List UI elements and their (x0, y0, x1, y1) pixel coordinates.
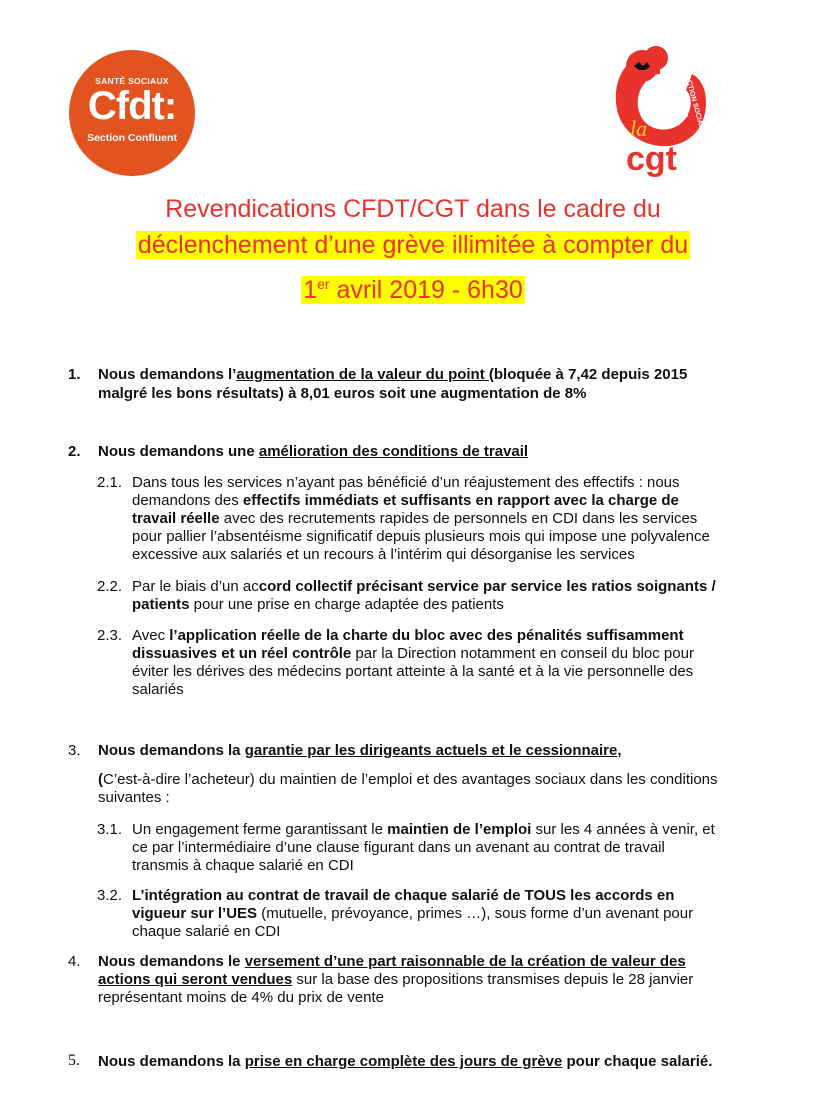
sub-demand-2-1-line-2: demandons des effectifs immédiats et suffisants en rapport avec la charge de (132, 492, 679, 509)
demand-3-number: 3. (68, 742, 81, 759)
cfdt-logo-top-text: SANTÉ SOCIAUX (95, 76, 169, 86)
demand-1-line-2: malgré les bons résultats) à 8,01 euros soit une augmentation de 8% (98, 385, 587, 402)
sub-demand-2-3-line-3: éviter les dérives des médecins portant atteinte à la santé et à la vie personnelle des (132, 663, 694, 680)
cfdt-logo (69, 50, 195, 176)
svg-text:SANTÉ ET: SANTÉ ET (670, 84, 689, 120)
sub-demand-3-1-line-2: ce par l’intermédiaire d’une clause figurant dans un avenant au contrat de travail (132, 839, 665, 856)
title-line-1: Revendications CFDT/CGT dans le cadre du (165, 195, 661, 223)
sub-demand-3-2-line-1: L’intégration au contrat de travail de chaque salarié de TOUS les accords en (132, 887, 675, 904)
svg-text:la: la (630, 116, 648, 141)
sub-demand-2-3-number: 2.3. (97, 627, 123, 644)
title-line-3 (0, 275, 826, 305)
title-line-3-text: 1er avril 2019 - 6h30 (303, 276, 523, 304)
sub-demand-3-2-line-3: chaque salarié en CDI (132, 923, 281, 940)
sub-demand-2-3-line-2: dissuasives et un réel contrôle par la Direction notamment en conseil du bloc pour (132, 645, 694, 662)
sub-demand-2-1-line-3: travail réelle avec des recrutements rapides de personnels en CDI dans les services (132, 510, 698, 527)
sub-demand-3-1-line-3: transmis à chaque salarié en CDI (132, 857, 354, 874)
demand-3-paragraph-line-1: (C’est-à-dire l’acheteur) du maintien de l’emploi et des avantages sociaux dans les conditions (98, 771, 718, 788)
sub-demand-2-1-line-4: pour pallier l’absentéisme significatif depuis plusieurs mois qui impose une polyvalence (132, 528, 710, 545)
sub-demand-3-1-line-1: Un engagement ferme garantissant le maintien de l’emploi sur les 4 années à venir, et (132, 821, 715, 838)
demand-3-paragraph-line-2: suivantes : (98, 789, 170, 806)
sub-demand-2-2-number: 2.2. (97, 578, 123, 595)
cfdt-logo-wordmark: Cfdt: (87, 84, 177, 128)
demand-4-line-1: Nous demandons le versement d’une part raisonnable de la création de valeur des (98, 953, 686, 970)
sub-demand-3-2-number: 3.2. (97, 887, 123, 904)
demand-1-line-1: Nous demandons l’augmentation de la valeur du point (bloquée à 7,42 depuis 2015 (98, 366, 688, 383)
sub-demand-2-1-line-1: Dans tous les services n’ayant pas bénéficié d’un réajustement des effectifs : nous (132, 474, 680, 491)
demand-5-number: 5. (68, 1052, 80, 1069)
demand-2-heading: Nous demandons une amélioration des conditions de travail (98, 443, 529, 460)
demand-2-number: 2. (68, 443, 81, 460)
sub-demand-2-3-line-4: salariés (132, 681, 184, 698)
sub-demand-2-1-line-5: excessive aux salariés et un recours à l’intérim qui désorganise les services (132, 546, 635, 563)
sub-demand-2-2-line-2: patients pour une prise en charge adaptée des patients (132, 596, 504, 613)
demand-3-heading: Nous demandons la garantie par les dirigeants actuels et le cessionnaire, (98, 742, 622, 759)
sub-demand-2-3-line-1: Avec l’application réelle de la charte du bloc avec des pénalités suffisamment (132, 627, 684, 644)
cgt-logo (608, 44, 712, 179)
demand-1-number: 1. (68, 366, 81, 383)
sub-demand-3-2-line-2: vigueur sur l’UES (mutuelle, prévoyance, primes …), sous forme d’un avenant pour (132, 905, 694, 922)
demand-4-line-3: représentant moins de 4% du prix de vente (98, 989, 385, 1006)
cfdt-logo-bottom-text: Section Confluent (87, 132, 177, 144)
sub-demand-2-2-line-1: Par le biais d’un accord collectif précisant service par service les ratios soignants / (132, 578, 716, 595)
sub-demand-2-1-number: 2.1. (97, 474, 123, 491)
demand-4-line-2: actions qui seront vendues sur la base des propositions transmises depuis le 28 janvier (98, 971, 694, 988)
demand-4-number: 4. (68, 953, 81, 970)
title-line-2-text: déclenchement d’une grève illimitée à compter du (137, 231, 689, 259)
svg-text:cgt: cgt (626, 140, 677, 178)
sub-demand-3-1-number: 3.1. (97, 821, 123, 838)
demand-5-line-1: Nous demandons la prise en charge complète des jours de grève pour chaque salarié. (98, 1053, 713, 1070)
title-line-2 (0, 230, 826, 260)
svg-text:ACTION SOCIALE: ACTION SOCIALE (683, 74, 706, 135)
